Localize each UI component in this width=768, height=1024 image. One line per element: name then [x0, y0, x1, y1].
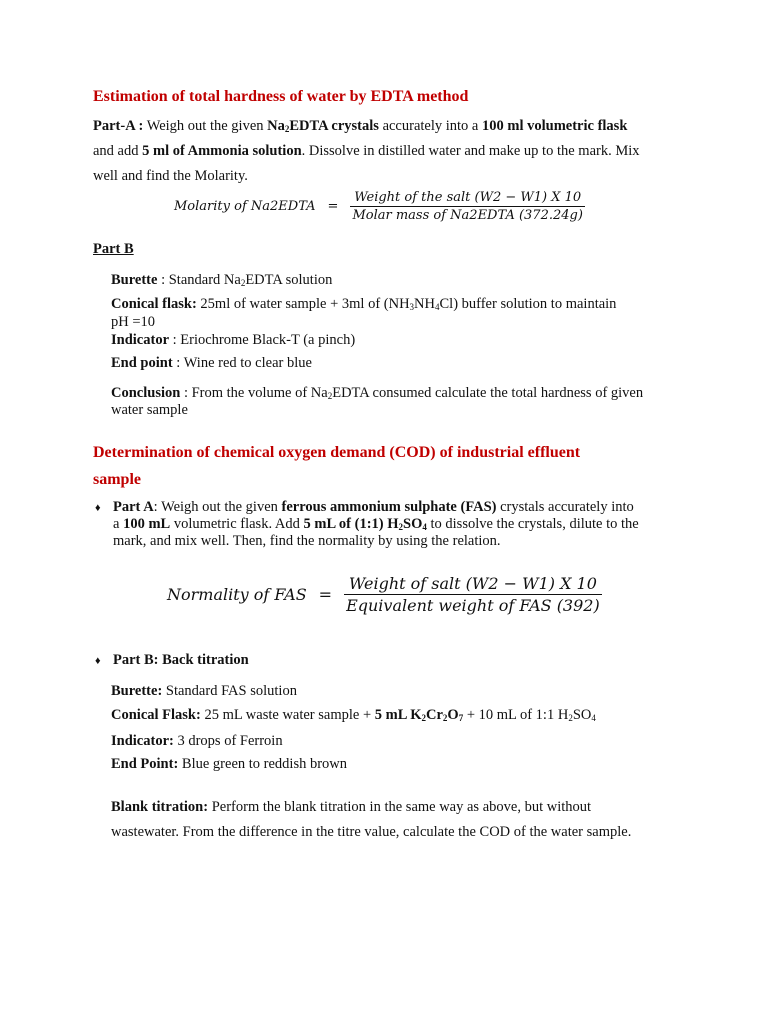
subscript: 3: [409, 302, 415, 312]
text: . Dissolve in distilled water and make up to the mark. Mix: [301, 143, 640, 159]
bold-text: SO: [403, 516, 423, 532]
section2-burette: [111, 683, 297, 700]
section1-flask: [111, 296, 616, 313]
diamond-bullet-icon: ♦: [95, 502, 101, 514]
section1-indicator: [111, 332, 355, 349]
subscript: 7: [458, 713, 464, 723]
text: 3 drops of Ferroin: [173, 733, 283, 749]
section2-partB-label: [113, 652, 249, 669]
text: 25 mL waste water sample +: [200, 707, 375, 723]
section1-partA-line1: [93, 118, 627, 135]
section2-indicator: [111, 733, 283, 750]
bold-text: Na: [267, 118, 285, 134]
text: 25ml of water sample + 3ml of (NH: [196, 296, 410, 312]
text: Cl) buffer solution to maintain: [439, 296, 617, 312]
text: Perform the blank titration in the same way as above, but without: [208, 799, 592, 815]
section2-blank: [111, 799, 591, 816]
bold-text: 100 ml volumetric flask: [482, 118, 628, 134]
section1-partA-line3: well and find the Molarity.: [93, 168, 248, 184]
normality-formula: [167, 574, 602, 615]
section1-title: Estimation of total hardness of water by EDTA method: [93, 88, 469, 105]
subscript: 2: [284, 124, 290, 134]
section2-blank-line2: wastewater. From the difference in the titre value, calculate the COD of the water sample.: [111, 824, 632, 840]
section2-title-line1: Determination of chemical oxygen demand (COD) of industrial effluent: [93, 444, 581, 461]
section2-title-line2: sample: [93, 471, 141, 488]
section2-partA-line2: [113, 516, 639, 533]
endpoint-label: End Point:: [111, 756, 179, 772]
text: volumetric flask. Add: [170, 516, 304, 532]
bold-text: EDTA crystals: [289, 118, 379, 134]
bold-text: 5 mL K: [374, 707, 422, 723]
text: accurately into a: [378, 118, 482, 134]
formula-equals: =: [327, 199, 339, 214]
formula-denominator: Molar mass of Na2EDTA (372.24g): [352, 208, 583, 223]
burette-label: Burette: [111, 272, 158, 288]
subscript: 4: [591, 713, 596, 723]
subscript: 2: [327, 391, 333, 401]
section1-endpoint: [111, 355, 312, 372]
subscript: 4: [435, 302, 440, 312]
text: and add: [93, 143, 143, 159]
text: : Standard Na: [157, 272, 241, 288]
text: to dissolve the crystals, dilute to the: [426, 516, 639, 532]
section1-flask-line2: pH =10: [111, 314, 156, 330]
flask-label: Conical Flask:: [111, 707, 201, 723]
molarity-formula: [174, 190, 585, 223]
section1-burette: [111, 272, 332, 289]
text: : From the volume of Na: [180, 385, 328, 401]
fraction-bar: [344, 594, 602, 595]
text: EDTA solution: [245, 272, 333, 288]
formula-fraction: [350, 190, 584, 223]
partA-label: Part A: [113, 499, 154, 515]
formula-equals: =: [318, 585, 333, 604]
formula-denominator: Equivalent weight of FAS (392): [346, 596, 600, 615]
section1-partA-line2: [93, 143, 640, 160]
section2-flask: [111, 707, 596, 724]
partB-heading: Part B: Back titration: [113, 652, 249, 668]
subscript: 2: [442, 713, 448, 723]
section1-conclusion: [111, 385, 643, 402]
partB-heading: Part B: [93, 241, 134, 257]
text: + 10 mL of 1:1 H: [463, 707, 569, 723]
subscript: 4: [422, 522, 427, 532]
subscript: 2: [568, 713, 573, 723]
bold-text: ferrous ammonium sulphate (FAS): [281, 499, 497, 515]
bold-text: 100 mL: [123, 516, 171, 532]
subscript: 2: [421, 713, 426, 723]
text: a: [113, 516, 124, 532]
conclusion-label: Conclusion: [111, 385, 181, 401]
section1-conclusion-line2: water sample: [111, 402, 188, 418]
text: SO: [572, 707, 592, 723]
bold-text: Cr: [426, 707, 443, 723]
diamond-bullet-icon: ♦: [95, 655, 101, 667]
text: crystals accurately into: [496, 499, 634, 515]
blank-label: Blank titration:: [111, 799, 209, 815]
fraction-bar: [350, 206, 584, 207]
subscript: 2: [240, 278, 246, 288]
section1-partB-label: [93, 241, 134, 258]
indicator-label: Indicator: [111, 332, 169, 348]
text: : Wine red to clear blue: [172, 355, 312, 371]
formula-fraction: [344, 574, 602, 615]
flask-label: Conical flask:: [111, 296, 197, 312]
bold-text: O: [447, 707, 459, 723]
endpoint-label: End point: [111, 355, 173, 371]
formula-lhs: Normality of FAS: [167, 585, 307, 604]
bold-text: 5 ml of Ammonia solution: [142, 143, 302, 159]
burette-label: Burette:: [111, 683, 163, 699]
text: EDTA consumed calculate the total hardness of given: [332, 385, 644, 401]
formula-numerator: Weight of salt (W2 − W1) X 10: [348, 574, 597, 593]
section2-partA-line3: mark, and mix well. Then, find the normality by using the relation.: [113, 533, 501, 549]
text: NH: [414, 296, 435, 312]
section2-endpoint: [111, 756, 347, 773]
text: : Eriochrome Black-T (a pinch): [169, 332, 356, 348]
text: : Weigh out the given: [153, 499, 282, 515]
partA-label: Part-A :: [93, 118, 144, 134]
formula-numerator: Weight of the salt (W2 − W1) X 10: [354, 190, 582, 205]
bold-text: 5 mL of (1:1) H: [303, 516, 399, 532]
indicator-label: Indicator:: [111, 733, 174, 749]
subscript: 2: [398, 522, 404, 532]
text: Blue green to reddish brown: [178, 756, 348, 772]
text: Weigh out the given: [143, 118, 268, 134]
section2-partA-line1: [113, 499, 634, 516]
text: Standard FAS solution: [162, 683, 297, 699]
formula-lhs: Molarity of Na2EDTA: [174, 199, 316, 214]
